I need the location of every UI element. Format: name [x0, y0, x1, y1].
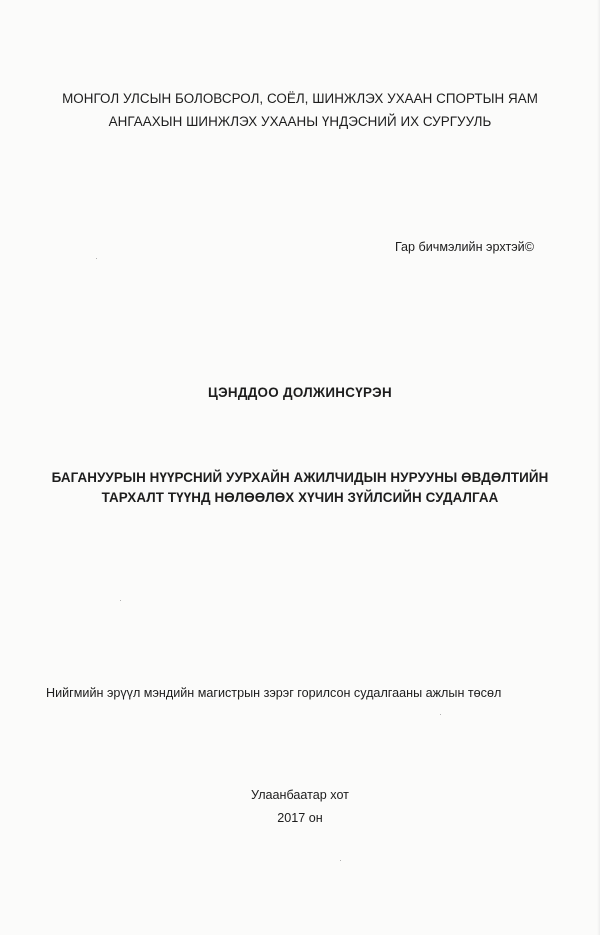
- thesis-title-line-2: ТАРХАЛТ ТҮҮНД НӨЛӨӨЛӨХ ХҮЧИН ЗҮЙЛСИЙН СУДАЛГАА: [101, 490, 499, 505]
- author-name: ЦЭНДДОО ДОЛЖИНСҮРЭН: [208, 385, 392, 400]
- year-text: 2017 он: [277, 811, 323, 825]
- scan-speck: [340, 860, 341, 861]
- city-name: Улаанбаатар хот: [251, 788, 349, 802]
- ministry-name: МОНГОЛ УЛСЫН БОЛОВСРОЛ, СОЁЛ, ШИНЖЛЭХ УХААН СПОРТЫН ЯАМ: [62, 91, 538, 106]
- scan-speck: [440, 714, 441, 715]
- university-name: АНГААХЫН ШИНЖЛЭХ УХААНЫ ҮНДЭСНИЙ ИХ СУРГУУЛЬ: [108, 114, 492, 129]
- copyright-note: Гар бичмэлийн эрхтэй©: [394, 240, 534, 254]
- degree-description: Нийгмийн эрүүл мэндийн магистрын зэрэг горилсон судалгааны ажлын төсөл: [46, 686, 502, 700]
- scan-speck: [96, 258, 97, 259]
- thesis-title-line-1: БАГАНУУРЫН НҮҮРСНИЙ УУРХАЙН АЖИЛЧИДЫН НУРУУНЫ ӨВДӨЛТИЙН: [51, 470, 549, 485]
- scan-speck: [120, 600, 121, 601]
